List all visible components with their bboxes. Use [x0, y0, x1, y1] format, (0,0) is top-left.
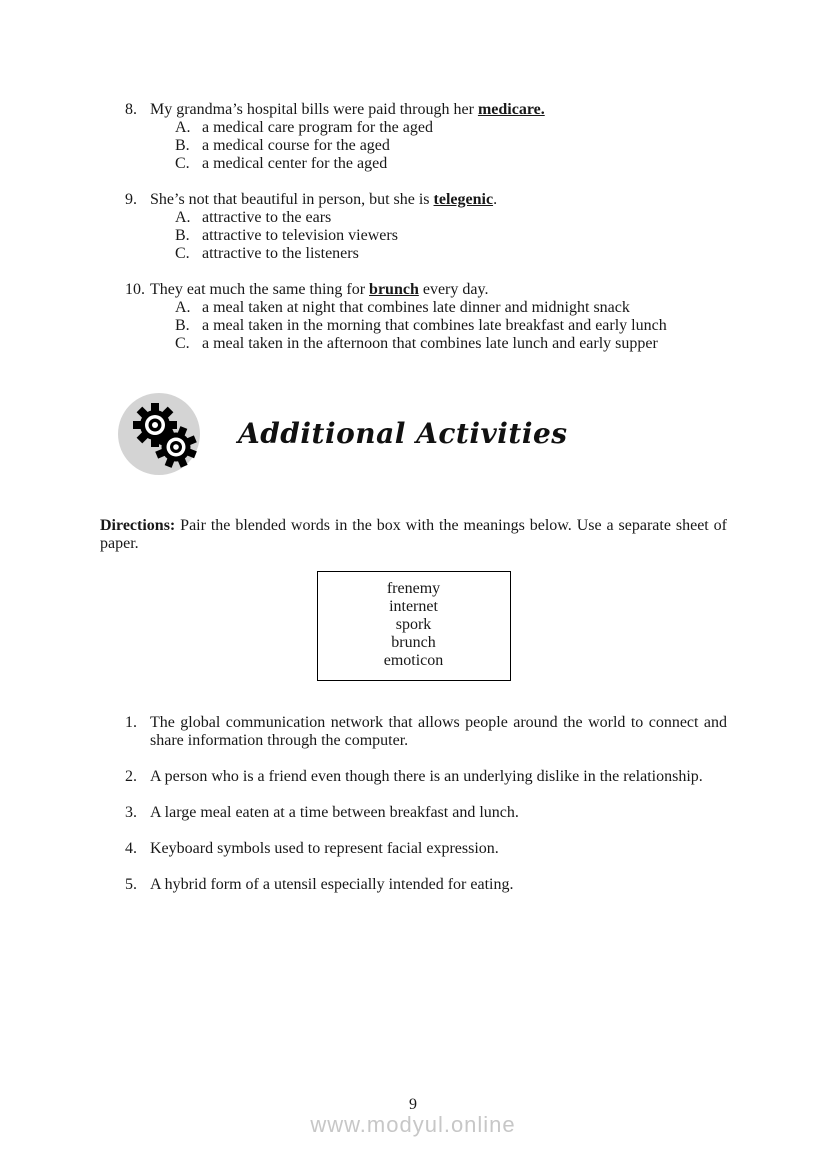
list-item-text: Keyboard symbols used to represent facial expression. [150, 840, 499, 857]
word-box [317, 571, 511, 681]
options-list [175, 299, 727, 353]
page-content [100, 101, 727, 912]
meanings-list [100, 714, 727, 894]
option-b [175, 227, 727, 245]
question-suffix: . [493, 191, 498, 208]
question-suffix: every day. [418, 281, 489, 298]
option-text: attractive to the ears [202, 209, 332, 226]
option-letter: A. [175, 209, 191, 226]
question-number: 9. [125, 191, 137, 208]
option-text: a medical care program for the aged [202, 119, 433, 136]
question-number: 10. [125, 281, 145, 298]
question-keyword: medicare. [477, 101, 545, 118]
options-list [175, 209, 727, 263]
question-line [125, 281, 727, 299]
word-box-item: internet [389, 598, 438, 615]
question-prefix: My grandma’s hospital bills were paid through her [150, 101, 478, 118]
option-text: a meal taken at night that combines late dinner and midnight snack [202, 299, 630, 316]
option-letter: A. [175, 119, 191, 136]
question-text [150, 101, 727, 119]
gears-icon [118, 393, 200, 475]
list-item [125, 876, 727, 894]
option-text: a meal taken in the morning that combines late breakfast and early lunch [202, 317, 667, 334]
list-item-text: A person who is a friend even though there is an underlying dislike in the relationship. [150, 768, 703, 785]
question-prefix: They eat much the same thing for [150, 281, 370, 298]
option-letter: B. [175, 137, 190, 154]
list-item-text: The global communication network that allows people around the world to connect and share information through the computer. [150, 714, 727, 749]
question-text [150, 191, 727, 209]
directions-paragraph [100, 517, 727, 553]
option-a [175, 209, 727, 227]
question-text [150, 281, 727, 299]
option-letter: C. [175, 155, 190, 172]
word-box-item: brunch [391, 634, 436, 651]
list-item-number: 4. [125, 840, 137, 857]
option-c [175, 335, 727, 353]
list-item-number: 2. [125, 768, 137, 785]
list-item-number: 5. [125, 876, 137, 893]
question-line [125, 191, 727, 209]
option-text: attractive to television viewers [202, 227, 398, 244]
option-b [175, 137, 727, 155]
list-item [125, 804, 727, 822]
list-item-number: 3. [125, 804, 137, 821]
question-keyword: telegenic [433, 191, 494, 208]
option-a [175, 299, 727, 317]
option-text: a meal taken in the afternoon that combines late lunch and early supper [202, 335, 658, 352]
option-text: a medical center for the aged [202, 155, 388, 172]
list-item [125, 840, 727, 858]
question-keyword: brunch [369, 281, 419, 298]
option-c [175, 155, 727, 173]
list-item [125, 768, 727, 786]
option-text: attractive to the listeners [202, 245, 359, 262]
option-letter: A. [175, 299, 191, 316]
word-box-item: spork [395, 616, 432, 633]
list-item-text: A large meal eaten at a time between breakfast and lunch. [150, 804, 519, 821]
page-number: 9 [409, 1096, 417, 1113]
section-header [118, 393, 727, 475]
question-number: 8. [125, 101, 137, 118]
option-c [175, 245, 727, 263]
option-letter: B. [175, 227, 190, 244]
option-letter: C. [175, 335, 190, 352]
word-box-item: emoticon [383, 652, 444, 669]
list-item-number: 1. [125, 714, 137, 731]
options-list [175, 119, 727, 173]
option-text: a medical course for the aged [202, 137, 390, 154]
question-line [125, 101, 727, 119]
question-8 [125, 101, 727, 173]
section-title: Additional Activities [238, 417, 568, 450]
word-box-item: frenemy [386, 580, 441, 597]
watermark: www.modyul.online [310, 1112, 516, 1137]
option-letter: B. [175, 317, 190, 334]
option-letter: C. [175, 245, 190, 262]
directions-text: Pair the blended words in the box with the meanings below. Use a separate sheet of paper. [100, 517, 727, 552]
question-prefix: She’s not that beautiful in person, but she is [150, 191, 434, 208]
question-10 [125, 281, 727, 353]
directions-label: Directions: [100, 517, 176, 534]
option-a [175, 119, 727, 137]
option-b [175, 317, 727, 335]
list-item-text: A hybrid form of a utensil especially intended for eating. [150, 876, 514, 893]
list-item [125, 714, 727, 750]
question-9 [125, 191, 727, 263]
